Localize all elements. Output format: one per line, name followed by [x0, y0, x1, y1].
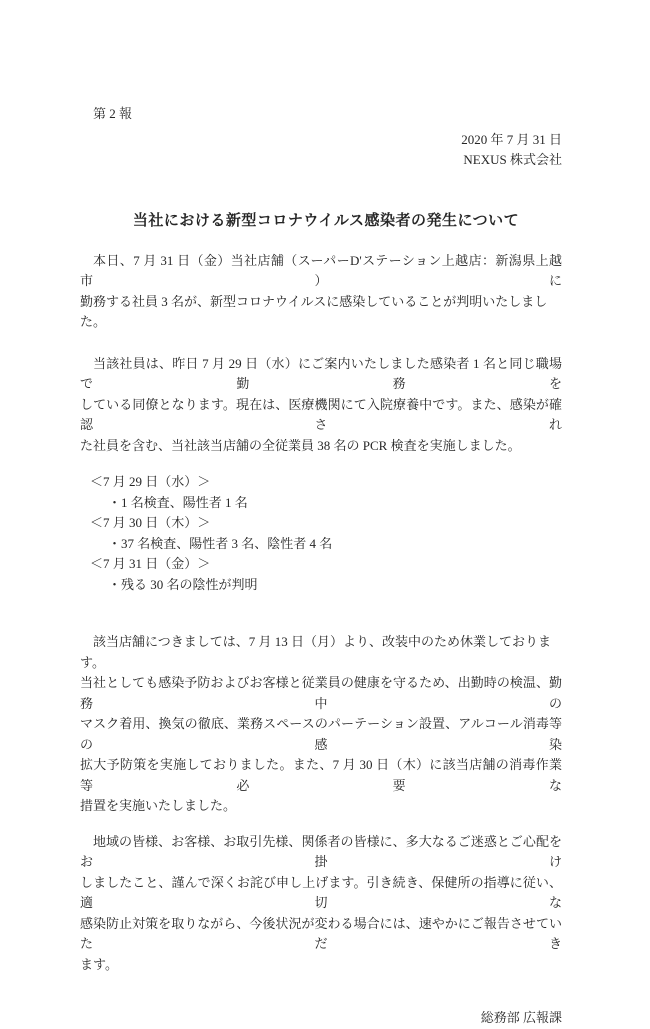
paragraph-line: た社員を含む、当社該当店舗の全従業員 38 名の PCR 検査を実施しました。: [80, 437, 521, 453]
document-meta: [80, 130, 562, 171]
paragraph-line: 拡大予防策を実施しておりました。また、7 月 30 日（木）に該当店舗の消毒作業等必要な: [80, 757, 562, 793]
paragraph-line: 該当店舗につきましては、7 月 13 日（月）より、改装中のため休業しております。: [80, 634, 551, 670]
issue-date: 2020 年 7 月 31 日: [461, 131, 562, 147]
paragraph-line: 措置を実施いたしました。: [80, 798, 237, 813]
timeline-date-heading: ＜7 月 31 日（金）＞: [90, 556, 211, 571]
pcr-test-timeline: [80, 472, 562, 595]
document-title: 当社における新型コロナウイルス感染者の発生について: [132, 212, 520, 229]
paragraph-line: 当該社員は、昨日 7 月 29 日（水）にご案内いたしました感染者 1 名と同じ職場で勤務を: [80, 355, 562, 391]
timeline-date-heading: ＜7 月 30 日（木）＞: [90, 515, 211, 530]
timeline-result-item: ・1 名検査、陽性者 1 名: [108, 494, 248, 510]
paragraph-line: 本日、7 月 31 日（金）当社店舗（スーパーD'ステーション上越店：新潟県上越市）に: [80, 252, 562, 288]
signature-department: 総務部 広報課: [480, 1010, 562, 1025]
paragraph-store-measures: [80, 632, 562, 817]
timeline-result-item: ・37 名検査、陽性者 3 名、陰性者 4 名: [108, 535, 333, 551]
paragraph-line: している同僚となります。現在は、医療機関にて入院療養中です。また、感染が確認され: [80, 396, 562, 432]
company-name: NEXUS 株式会社: [463, 152, 562, 167]
paragraph-apology: [80, 832, 562, 976]
paragraph-line: 地域の皆様、お客様、お取引先様、関係者の皆様に、多大なるご迷惑とご心配をお掛け: [80, 833, 562, 869]
paragraph-line: 当社としても感染予防およびお客様と従業員の健康を守るため、出勤時の検温、勤務中の: [80, 675, 562, 711]
report-number: 第 2 報: [93, 106, 133, 121]
paragraph-details: [80, 354, 562, 457]
paragraph-line: 勤務する社員 3 名が、新型コロナウイルスに感染していることが判明いたしました。: [80, 293, 548, 329]
paragraph-line: しましたこと、謹んで深くお詫び申し上げます。引き続き、保健所の指導に従い、適切な: [80, 874, 562, 910]
paragraph-line: 感染防止対策を取りながら、今後状況が変わる場合には、速やかにご報告させていただき: [80, 915, 562, 951]
paragraph-line: マスク着用、換気の徹底、業務スペースのパーテーション設置、アルコール消毒等の感染: [80, 716, 562, 752]
paragraph-line: ます。: [80, 956, 118, 972]
timeline-result-item: ・残る 30 名の陰性が判明: [108, 576, 258, 592]
paragraph-announcement: [80, 251, 562, 333]
timeline-date-heading: ＜7 月 29 日（水）＞: [90, 474, 211, 489]
